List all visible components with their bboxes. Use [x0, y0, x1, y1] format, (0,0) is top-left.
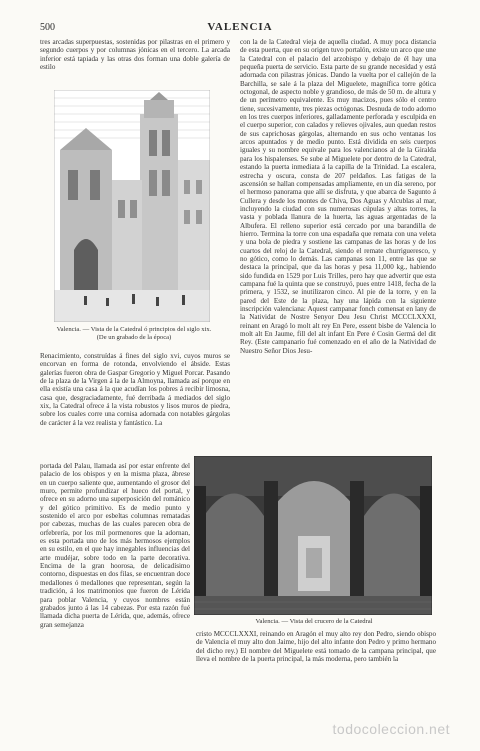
running-title: VALENCIA [207, 21, 273, 33]
watermark-logo: todocoleccion.net [332, 721, 450, 737]
column-right-bottom [196, 630, 436, 663]
column-right-top [240, 38, 436, 355]
cathedral-engraving [54, 90, 210, 322]
paragraph: portada del Palau, llamada así por estar enfrente del palacio de los obispos y en la misma plaza, ábrese en un cuerpo saliente que, aumentando el grosor del muro, permite profundizar el hueco del portal, y ofrece en su adorno una superposición del románico y del gótico primitivo. Es de medio punto y sostenido el arco por esbeltas columnas rematadas por cabezas, muchas de las cuales parecen obra de orfebrería, por los mil pormenores que la adornan, es esta portada uno de los más hermosos ejemplos en su estilo, en el que hay innegables influencias del arte mudéjar, sobre todo en la parte decorativa. Encima de la gran hoorosa, de delicadísimo contorno, dispuestas en dos filas, se encuentran doce medallones ó medallones que representan, según la tradición, á los matrimonios que fueron de Lérida para poblar Valencia, y cuyos nombres están grabados junto á las 14 cabezas. Por esta razón fué llamada dicha puerta de Lérida, que, además, ofrece gran semejanza [40, 462, 190, 629]
cathedral-crossing-photo [194, 456, 432, 615]
paragraph: Renacimiento, construídas á fines del siglo xvi, cuyos muros se encorvan en forma de rotonda, envolviendo el ábside. Estas galerías fueron obra de Gaspar Gregorio y Miguel Porcar. Pasando de la plaza de la Virgen á la de la Almoyna, llamada así porque en ella existía una casa á la que acudían los pobres á recibir limosna, casa que, desgraciadamente, fué derribada á mediados del siglo xix, la Catedral ofrece á la vista robustos y lisos muros de piedra, sobre los cuales corre una cornisa adornada con notables gárgolas de carácter á la vez realista y fantástico. La [40, 352, 230, 427]
figure1-caption: Valencia. — Vista de la Catedral ó principios del siglo xix. (De un grabado de la época) [56, 326, 212, 341]
paragraph: tres arcadas superpuestas, sostenidas por pilastras en el primero y segundo cuerpos y por columnas jónicas en el tercero. La arcada inferior está tapiada y las otras dos forman una doble galería de estilo [40, 38, 230, 72]
column-left-mid [40, 352, 230, 427]
page-header [40, 22, 440, 38]
paragraph: cristo MCCCLXXXI, reinando en Aragón el muy alto rey don Pedro, siendo obispo de Valencia el muy alto don Jaime, hijo del alto infante don Pedro y primo hermano del dicho rey.) El nombre del Miguelete está tomado de la campana principal, que lleva el nombre de la puerta principal, la más moderna, pero también la [196, 630, 436, 664]
figure2-caption: Valencia. — Vista del crucero de la Catedral [255, 618, 373, 625]
paragraph: con la de la Catedral vieja de aquella ciudad. A muy poca distancia de esta puerta, que en su origen tuvo portalón, existe un arco que une la Catedral con el palacio del arzobispo y debajo de él hay una pequeña puerta de servicio. Esta parte de su grande necesidad y está adornada con pilastras jónicas. Dando la vuelta por el callejón de la Barchilla, se sale á la plaza del Miguelete, magnífica torre gótica octogonal, de aspecto noble y grandioso, de más de 50 m. de altura y de un perímetro equivalente. Es muy macizos, pues sólo el centro tiene, sucesivamente, tres piezas octógonas. Desnuda de todo adorno en los tres cuerpos inferiores, galladamente perforada y esculpida en el cuerpo superior, con calados y relieves ojivales, aun quedan restos de sus caprichosas gárgolas, alternando en sus ocho ventanas los arcos apuntados y de medio punto. Está dividida en seis cuerpos iguales y su nombre equivale para los valencianos al de la Giralda para los hispalenses. Se sube al Miguelete por dentro de la Catedral, estando la puerta inmediata á la capilla de la Trinidad. La escalera, estrecha y oscura, consta de 207 peldaños. Las fatigas de la ascensión se hallan compensadas ampliamente, en un día sereno, por el hermoso panorama que allí se disfruta, y que abarca de Sagunto á Cullera y desde los montes de Chiva, Dos Aguas y Alcublas al mar, incluyendo la ciudad con sus numerosas cúpulas y altas torres, la vasta y poblada llanura de la huerta, las aguas argentadas de la Albufera. El relleno superior está cercado por una barandilla de hierro. Termina la torre con una espadaña que remata con una veleta y una bola de piedra y sostiene las campanas de las horas y de los cuartos del reloj de la Catedral, siendo el remate churrigueresco, y no gótico, como lo demás. Las campanas son 11, entre las que se destaca la principal, que da las horas y pesa 11,000 kg., habiendo sido fundida en 1529 por Luis Trilles, pero hay que advertir que esta campana fué la quinta que se construyó, pues entre 1418, fecha de la primera, y 1532, se inutilizaron cinco. Al pie de la torre, y en la pared del Este de la plaza, hay una lápida con la siguiente inscripción valenciana: Aquest campanar fonch comensat en lany de la Natividat de Nostre Senyor Deu Jesu Christ MCCCLXXXI, reinant en Aragó lo molt alt rey En Pere, essent bisbe de Valencia lo molt alt En Jaume, fill del alt infant En Pere é Cosin Germá del dit Rey. (Este campanario fué comenzado en el año de la Natividad de Nuestro Señor Dios Jesu- [240, 38, 436, 355]
column-left-low [40, 462, 190, 629]
column-left-top [40, 38, 230, 71]
page-number: 500 [40, 22, 55, 33]
